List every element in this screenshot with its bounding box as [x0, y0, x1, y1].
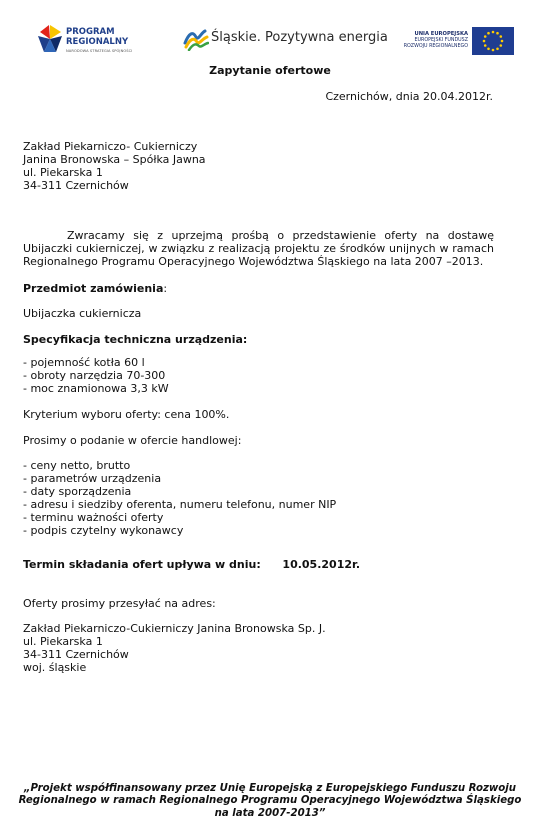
address-line: woj. śląskie: [23, 661, 87, 674]
slaskie-wave-icon: [183, 27, 209, 51]
document-title: Zapytanie ofertowe: [209, 64, 331, 77]
request-intro: Prosimy o podanie w ofercie handlowej:: [23, 434, 242, 447]
request-item: - daty sporządzenia: [23, 485, 132, 498]
sender-address: [23, 622, 326, 674]
subject-colon: :: [163, 282, 168, 295]
address-line: 34-311 Czernichów: [23, 648, 129, 661]
slaskie-logo: [183, 27, 388, 51]
subject-heading: Przedmiot zamówienia: [23, 282, 164, 295]
request-item: - podpis czytelny wykonawcy: [23, 524, 184, 537]
recipient-line: Zakład Piekarniczo- Cukierniczy: [23, 140, 198, 153]
send-to-text: Oferty prosimy przesyłać na adres:: [23, 597, 216, 610]
subject-heading-line: [23, 282, 167, 295]
program-logo-line2: REGIONALNY: [66, 37, 129, 47]
spec-item: - obroty narzędzia 70-300: [23, 369, 166, 382]
document-date: Czernichów, dnia 20.04.2012r.: [325, 90, 493, 103]
subject-value: Ubijaczka cukiernicza: [23, 307, 142, 320]
funding-footer: [0, 783, 540, 820]
program-regionalny-star-icon: [36, 22, 64, 56]
eu-logo: [394, 27, 514, 57]
footer-line: na lata 2007-2013”: [214, 807, 326, 819]
eu-flag-icon: [472, 27, 514, 55]
spec-item: - moc znamionowa 3,3 kW: [23, 382, 169, 395]
deadline-label: Termin składania ofert upływa w dniu:: [23, 558, 261, 571]
address-line: Zakład Piekarniczo-Cukierniczy Janina Bronowska Sp. J.: [23, 622, 326, 635]
recipient-line: ul. Piekarska 1: [23, 166, 103, 179]
spec-list: [23, 356, 169, 395]
request-item: - terminu ważności oferty: [23, 511, 164, 524]
eu-logo-text: [404, 31, 468, 51]
footer-line: „Projekt współfinansowany przez Unię Europejską z Europejskiego Funduszu Rozwoju: [23, 783, 517, 794]
footer-line: Regionalnego w ramach Regionalnego Programu Operacyjnego Województwa Śląskiego: [18, 795, 522, 807]
recipient-line: 34-311 Czernichów: [23, 179, 129, 192]
letterhead: [0, 0, 540, 62]
spec-item: - pojemność kotła 60 l: [23, 356, 145, 369]
eu-logo-line3: ROZWOJU REGIONALNEGO: [403, 44, 468, 50]
program-logo-line3: NARODOWA STRATEGIA SPÓJNOŚCI: [66, 49, 133, 53]
request-item: - ceny netto, brutto: [23, 459, 131, 472]
program-regionalny-logo: [36, 22, 156, 58]
recipient-line: Janina Bronowska – Spółka Jawna: [23, 153, 206, 166]
program-logo-line1: PROGRAM: [66, 27, 115, 37]
request-item: - adresu i siedziby oferenta, numeru telefonu, numer NIP: [23, 498, 337, 511]
request-list: [23, 459, 336, 537]
slaskie-logo-text: Śląskie. Pozytywna energia: [211, 30, 388, 45]
deadline-line: [23, 558, 360, 571]
address-line: ul. Piekarska 1: [23, 635, 103, 648]
criterion-text: Kryterium wyboru oferty: cena 100%.: [23, 408, 230, 421]
eu-logo-line1: UNIA EUROPEJSKA: [414, 31, 468, 37]
request-item: - parametrów urządzenia: [23, 472, 162, 485]
eu-logo-line2: EUROPEJSKI FUNDUSZ: [414, 38, 468, 44]
deadline-date: 10.05.2012r.: [282, 558, 361, 571]
intro-paragraph: Zwracamy się z uprzejmą prośbą o przedstawienie oferty na dostawę Ubijaczki cukierniczej, w związku z realizacją projektu ze środków unijnych w ramach Regionalnego Programu Operacyjnego Województwa Śląskiego na lata 2007 –2013.: [23, 229, 494, 268]
spec-heading: Specyfikacja techniczna urządzenia:: [23, 333, 248, 346]
recipient-address: [23, 140, 206, 192]
